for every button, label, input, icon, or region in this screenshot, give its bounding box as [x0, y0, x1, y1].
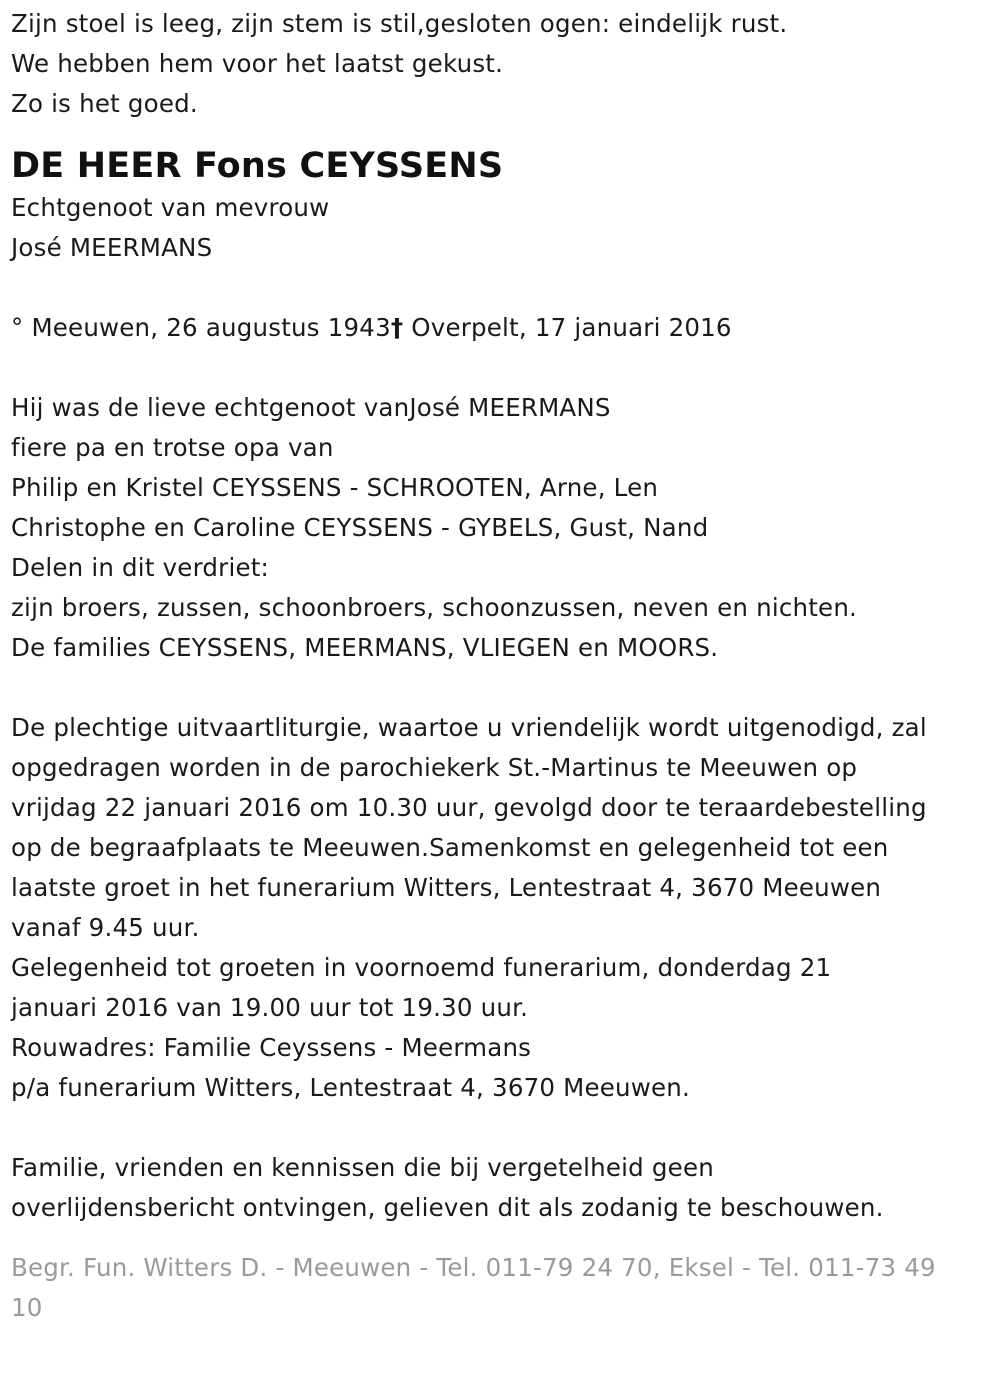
poem-line: Zijn stoel is leeg, zijn stem is stil,gesloten ogen: eindelijk rust.	[11, 9, 788, 38]
family-line: Delen in dit verdriet:	[11, 553, 269, 582]
family-line: fiere pa en trotse opa van	[11, 433, 334, 462]
footer-line: Begr. Fun. Witters D. - Meeuwen - Tel. 011-79 24 70, Eksel - Tel. 011-73 49	[11, 1253, 936, 1282]
ceremony-section	[11, 708, 996, 1108]
spacer	[11, 348, 996, 388]
family-line: Christophe en Caroline CEYSSENS - GYBELS, Gust, Nand	[11, 513, 709, 542]
family-line: Philip en Kristel CEYSSENS - SCHROOTEN, Arne, Len	[11, 473, 659, 502]
notice-line: overlijdensbericht ontvingen, gelieven dit als zodanig te beschouwen.	[11, 1193, 884, 1222]
obituary-document	[11, 4, 996, 1328]
spouse-line: Echtgenoot van mevrouw	[11, 193, 330, 222]
family-section	[11, 388, 996, 668]
family-line: Hij was de lieve echtgenoot vanJosé MEERMANS	[11, 393, 611, 422]
birth-date: ° Meeuwen, 26 augustus 1943	[11, 313, 391, 342]
spacer	[11, 668, 996, 708]
notice-line: Familie, vrienden en kennissen die bij vergetelheid geen	[11, 1153, 714, 1182]
ceremony-line: laatste groet in het funerarium Witters, Lentestraat 4, 3670 Meeuwen	[11, 873, 882, 902]
ceremony-line: De plechtige uitvaartliturgie, waartoe u vriendelijk wordt uitgenodigd, zal	[11, 713, 927, 742]
poem-line: We hebben hem voor het laatst gekust.	[11, 49, 504, 78]
family-line: De families CEYSSENS, MEERMANS, VLIEGEN en MOORS.	[11, 633, 719, 662]
deceased-name: DE HEER Fons CEYSSENS	[11, 146, 504, 186]
funeral-home-footer	[11, 1248, 981, 1328]
ceremony-line: p/a funerarium Witters, Lentestraat 4, 3670 Meeuwen.	[11, 1073, 691, 1102]
spacer	[11, 1108, 996, 1148]
cross-icon: †	[390, 313, 404, 342]
spouse-name: José MEERMANS	[11, 233, 213, 262]
ceremony-line: vrijdag 22 januari 2016 om 10.30 uur, gevolgd door te teraardebestelling	[11, 793, 927, 822]
life-dates	[11, 308, 996, 348]
poem	[11, 4, 996, 124]
footer-line: 10	[11, 1293, 43, 1322]
ceremony-line: opgedragen worden in de parochiekerk St.-Martinus te Meeuwen op	[11, 753, 858, 782]
ceremony-line: vanaf 9.45 uur.	[11, 913, 200, 942]
death-date: Overpelt, 17 januari 2016	[403, 313, 732, 342]
ceremony-line: Gelegenheid tot groeten in voornoemd funerarium, donderdag 21	[11, 953, 832, 982]
spacer	[11, 268, 996, 308]
notice-section	[11, 1148, 996, 1228]
poem-line: Zo is het goed.	[11, 89, 198, 118]
ceremony-line: Rouwadres: Familie Ceyssens - Meermans	[11, 1033, 532, 1062]
family-line: zijn broers, zussen, schoonbroers, schoonzussen, neven en nichten.	[11, 593, 858, 622]
ceremony-line: januari 2016 van 19.00 uur tot 19.30 uur.	[11, 993, 529, 1022]
ceremony-line: op de begraafplaats te Meeuwen.Samenkomst en gelegenheid tot een	[11, 833, 889, 862]
